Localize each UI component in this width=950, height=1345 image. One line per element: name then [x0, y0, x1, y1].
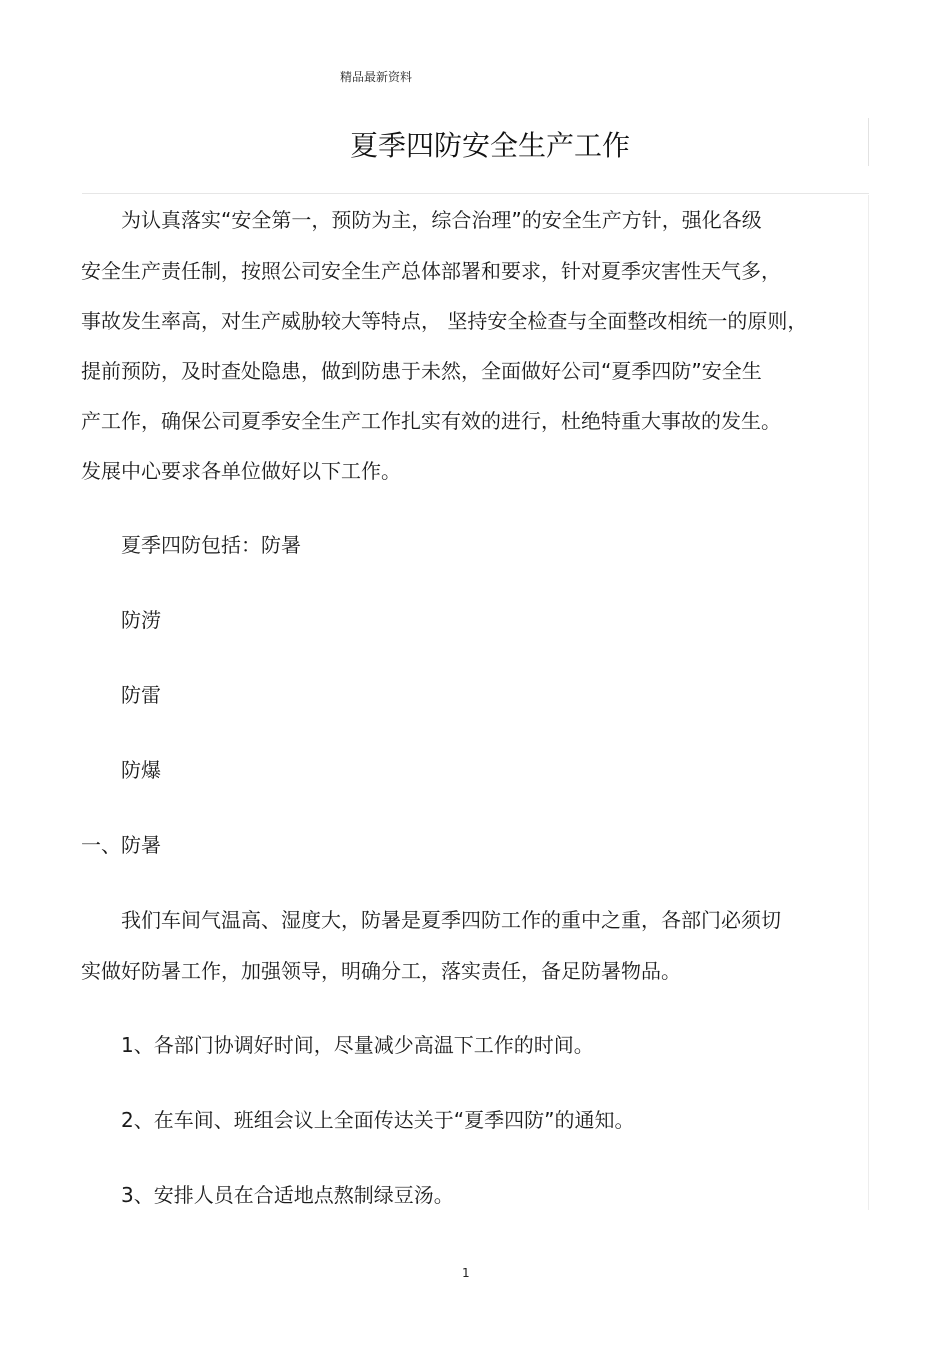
header-divider [82, 193, 869, 194]
intro-line: 安全生产责任制，按照公司安全生产总体部署和要求，针对夏季灾害性天气多， [81, 259, 781, 283]
section-para-line: 实做好防暑工作，加强领导，明确分工，落实责任，备足防暑物品。 [81, 959, 681, 983]
four-prevention-intro: 夏季四防包括：防暑 [121, 533, 301, 557]
step-item: 3、安排人员在合适地点熬制绿豆汤。 [121, 1183, 454, 1207]
intro-line: 提前预防，及时查处隐患，做到防患于未然，全面做好公司“夏季四防”安全生 [81, 359, 762, 383]
intro-line: 产工作，确保公司夏季安全生产工作扎实有效的进行，杜绝特重大事故的发生。 [81, 409, 781, 433]
four-prevention-item: 防涝 [121, 608, 161, 632]
header-note: 精品最新资料 [340, 70, 413, 84]
section-para-line: 我们车间气温高、湿度大，防暑是夏季四防工作的重中之重，各部门必须切 [121, 908, 781, 932]
step-item: 1、各部门协调好时间，尽量减少高温下工作的时间。 [121, 1033, 594, 1057]
four-prevention-item: 防雷 [121, 683, 161, 707]
margin-rule-top [868, 118, 869, 166]
margin-rule-body [868, 195, 869, 1210]
document-title: 夏季四防安全生产工作 [350, 129, 631, 162]
intro-line: 发展中心要求各单位做好以下工作。 [81, 459, 401, 483]
intro-line: 为认真落实“安全第一，预防为主，综合治理”的安全生产方针，强化各级 [121, 208, 762, 232]
page-number: 1 [462, 1266, 470, 1280]
section-heading: 一、防暑 [81, 833, 161, 857]
intro-line: 事故发生率高，对生产威胁较大等特点， 坚持安全检查与全面整改相统一的原则， [81, 309, 808, 333]
four-prevention-item: 防爆 [121, 758, 161, 782]
step-item: 2、在车间、班组会议上全面传达关于“夏季四防”的通知。 [121, 1108, 635, 1132]
